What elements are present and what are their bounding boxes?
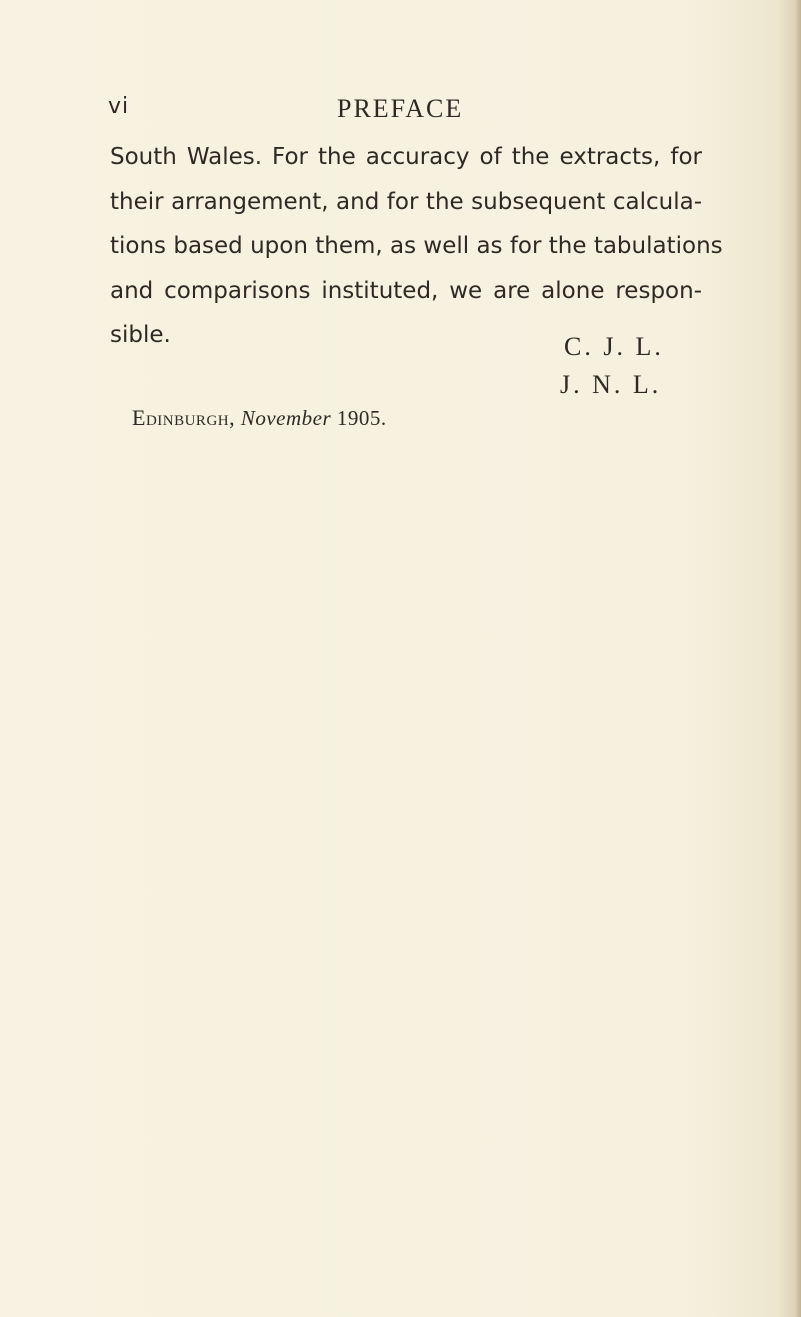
dateline-month: November [240,406,332,430]
dateline [132,405,387,431]
text-line: and comparisons instituted, we are alone respon- [110,277,702,304]
page-number: vi [108,94,130,119]
text-line: tions based upon them, as well as for the tabulations [110,233,723,259]
text-line: South Wales. For the accuracy of the extracts, for [110,144,702,170]
body-paragraph [110,135,723,358]
running-head [108,94,698,128]
page-edge [795,0,801,1317]
text-line: sible. [110,322,171,348]
dateline-place: Edinburgh, [132,405,236,430]
text-line: their arrangement, and for the subsequent calcula- [110,188,702,215]
signature-initials: C. J. L. [564,332,664,361]
signature-initials: J. N. L. [560,370,662,399]
dateline-year: 1905. [336,406,387,430]
running-title: PREFACE [337,94,464,123]
signatures [560,328,664,404]
